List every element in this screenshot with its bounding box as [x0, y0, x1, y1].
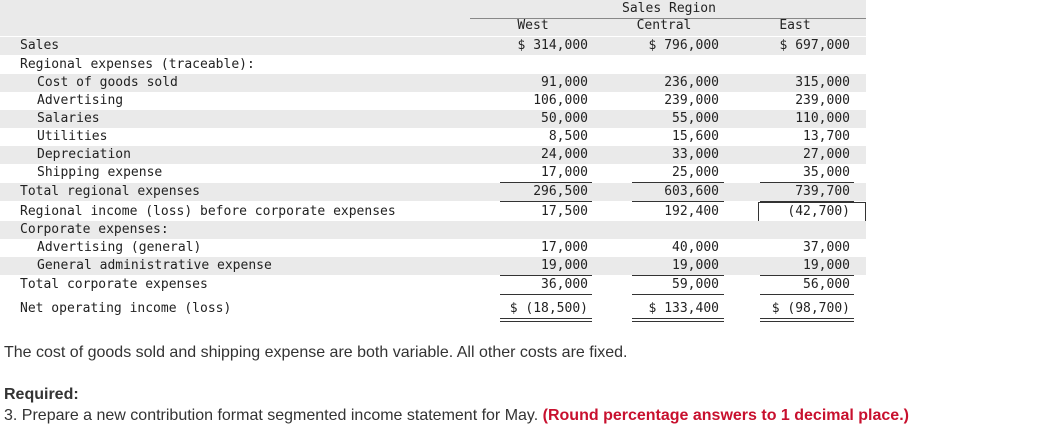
column-header-east: East [779, 18, 811, 33]
row-total-regional [0, 183, 866, 201]
loss-highlight-box [758, 202, 866, 222]
row-utilities [0, 128, 866, 146]
cell-west: 50,000 [541, 111, 588, 126]
column-header-central: Central [636, 18, 692, 33]
row-advertising-general [0, 239, 866, 257]
cell-central: 33,000 [672, 147, 719, 162]
section-heading: Corporate expenses: [20, 222, 169, 237]
row-sales [0, 37, 866, 55]
cell-central: 603,600 [664, 184, 719, 199]
corp-total-rule-east [760, 294, 854, 295]
required-instruction-line [4, 407, 909, 425]
row-label: Depreciation [37, 147, 131, 162]
cell-west: 106,000 [533, 93, 588, 108]
total-rule-west [500, 201, 592, 202]
net-rule-west-1 [500, 318, 592, 319]
cell-central: $ 796,000 [648, 38, 719, 53]
row-label: Shipping expense [37, 165, 163, 180]
corp-total-rule-west [500, 294, 592, 295]
cell-east: $ (98,700) [771, 301, 850, 316]
cell-east: 739,700 [795, 184, 850, 199]
cell-east: 27,000 [803, 147, 850, 162]
row-label: Sales [20, 38, 60, 53]
cell-west: 91,000 [541, 75, 588, 90]
row-label: Salaries [37, 111, 100, 126]
required-label: Required: [4, 386, 79, 403]
row-cogs [0, 74, 866, 92]
cell-east: 110,000 [795, 111, 850, 126]
row-label: Advertising [37, 93, 124, 108]
cell-east: (42,700) [787, 204, 850, 219]
cell-east: 13,700 [803, 129, 850, 144]
net-rule-west-2 [500, 321, 592, 322]
row-regional-heading [0, 56, 866, 74]
row-shipping [0, 164, 866, 182]
row-label: Cost of goods sold [37, 75, 178, 90]
row-label: Regional income (loss) before corporate expenses [20, 204, 396, 219]
cell-central: 15,600 [672, 129, 719, 144]
cell-central: 25,000 [672, 165, 719, 180]
cell-central: 236,000 [664, 75, 719, 90]
row-label: Total regional expenses [20, 184, 201, 199]
cell-east: 239,000 [795, 93, 850, 108]
cell-central: 55,000 [672, 111, 719, 126]
cell-central: $ 133,400 [648, 301, 719, 316]
cell-west: 17,000 [541, 165, 588, 180]
row-salaries [0, 110, 866, 128]
cell-east: 56,000 [803, 277, 850, 292]
cell-west: 296,500 [533, 184, 588, 199]
cell-central: 59,000 [672, 277, 719, 292]
section-heading: Regional expenses (traceable): [20, 57, 255, 72]
row-advertising [0, 92, 866, 110]
net-rule-east-1 [760, 318, 854, 319]
cell-west: $ 314,000 [517, 38, 588, 53]
row-label: Utilities [37, 129, 108, 144]
cell-east: 37,000 [803, 240, 850, 255]
cell-central: 40,000 [672, 240, 719, 255]
net-rule-central-1 [632, 318, 724, 319]
cell-west: 19,000 [541, 258, 588, 273]
row-label: Net operating income (loss) [20, 301, 232, 316]
row-regional-income [0, 203, 866, 221]
row-net-operating-income [0, 300, 866, 318]
cell-central: 19,000 [672, 258, 719, 273]
sales-region-heading: Sales Region [622, 1, 716, 16]
total-rule-central [632, 201, 724, 202]
cell-west: 17,500 [541, 204, 588, 219]
cell-west: 36,000 [541, 277, 588, 292]
cell-west: 17,000 [541, 240, 588, 255]
rounding-note: (Round percentage answers to 1 decimal place.) [542, 407, 909, 424]
row-corporate-heading [0, 221, 866, 239]
row-label: Advertising (general) [37, 240, 202, 255]
required-instruction: 3. Prepare a new contribution format segmented income statement for May. [4, 407, 539, 424]
cell-east: 19,000 [803, 258, 850, 273]
row-total-corporate [0, 276, 866, 294]
corp-total-rule-central [632, 294, 724, 295]
column-header-west: West [517, 18, 549, 33]
cell-east: $ 697,000 [779, 38, 850, 53]
row-label: General administrative expense [37, 258, 272, 273]
cell-east: 315,000 [795, 75, 850, 90]
net-rule-east-2 [760, 321, 854, 322]
net-rule-central-2 [632, 321, 724, 322]
cell-central: 192,400 [664, 204, 719, 219]
row-general-admin [0, 257, 866, 275]
cell-central: 239,000 [664, 93, 719, 108]
row-depreciation [0, 146, 866, 164]
cell-east: 35,000 [803, 165, 850, 180]
cell-west: 8,500 [548, 129, 588, 144]
required-heading [4, 386, 79, 404]
row-label: Total corporate expenses [20, 277, 208, 292]
cost-behavior-note: The cost of goods sold and shipping expense are both variable. All other costs are fixed. [4, 344, 628, 361]
cell-west: 24,000 [541, 147, 588, 162]
cell-west: $ (18,500) [509, 301, 588, 316]
